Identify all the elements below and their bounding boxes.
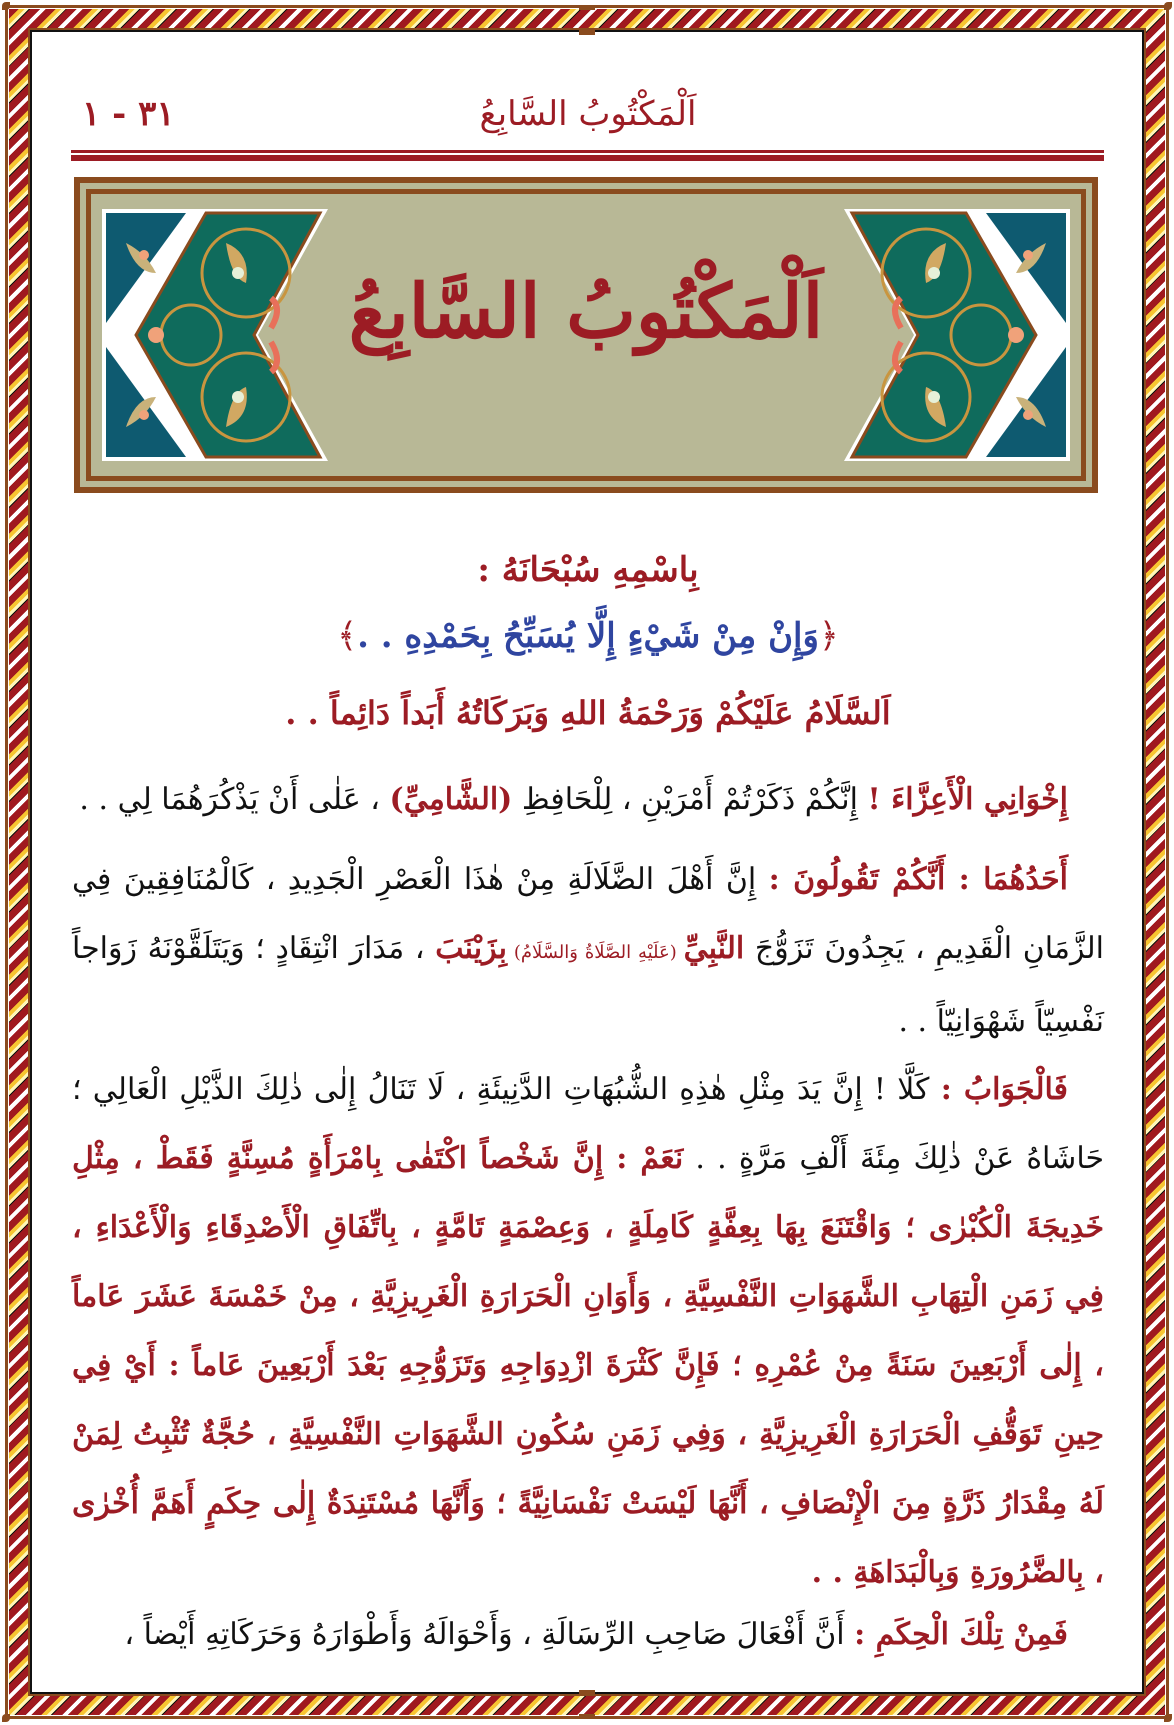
highlighted-name: (الشَّامِيِّ) xyxy=(389,782,513,817)
frame-corner-knob-icon xyxy=(2,2,10,10)
frame-mid-tick xyxy=(579,1690,595,1695)
paragraph-first-matter xyxy=(72,845,1104,1056)
paragraph-text: ، عَلٰى أَنْ يَذْكُرَهُمَا لِي . . xyxy=(79,782,390,817)
paragraph-lead: فَمِنْ تِلْكَ الْحِكَمِ : xyxy=(854,1617,1068,1652)
paragraph-intro xyxy=(72,765,1104,834)
highlighted-name: النَّبِيِّ xyxy=(683,931,745,966)
running-header xyxy=(72,90,1104,140)
paragraph-wisdoms xyxy=(72,1600,1104,1669)
frame-mid-tick xyxy=(579,30,595,35)
paragraph-text: أَنَّ أَفْعَالَ صَاحِبِ الرِّسَالَةِ ، وَأَحْوَالَهُ وَأَطْوَارَهُ وَحَرَكَاتِهِ أَيْضاً ، xyxy=(124,1617,855,1652)
paragraph-text: كَلَّا ! إِنَّ يَدَ مِثْلِ هٰذِهِ الشُّبُهَاتِ الدَّنِيئَةِ ، لَا تَنَالُ إِلٰى ذٰلِكَ الذَّيْلِ الْعَالِي ؛ حَاشَاهُ عَنْ ذٰلِكَ مِئَةَ أَلْفِ مَرَّةٍ . . xyxy=(72,1072,1105,1176)
frame-mid-tick xyxy=(579,5,595,10)
salutation: اَلسَّلَامُ عَلَيْكُمْ وَرَحْمَةُ اللهِ وَبَرَكَاتُهُ أَبَداً دَائِماً . . xyxy=(285,694,891,732)
paragraph-text: إِنَّكُمْ ذَكَرْتُمْ أَمْرَيْنِ ، لِلْحَافِظِ xyxy=(512,782,868,817)
header-rule-thick xyxy=(71,155,1104,161)
title-banner xyxy=(74,177,1098,493)
frame-mid-tick xyxy=(579,1714,595,1719)
paragraph-text: ، مَدَارَ انْتِقَادٍ ؛ وَيَتَلَقَّوْنَهُ زَوَاجاً نَفْسِيّاً شَهْوَانِيّاً . . xyxy=(72,931,1104,1039)
verse-ornament-icon: ﴾ xyxy=(337,616,358,656)
paragraph-lead: أَحَدُهُمَا : أَنَّكُمْ تَقُولُونَ : xyxy=(768,862,1068,897)
salawat-glyph-icon: (عَلَيْهِ الصَّلَاةُ وَالسَّلَامُ) xyxy=(506,942,684,963)
paragraph-lead: إِخْوَانِي الْأَعِزَّاءَ ! xyxy=(867,782,1068,817)
frame-corner-knob-icon xyxy=(1164,1714,1172,1722)
frame-corner-knob-icon xyxy=(2,1714,10,1722)
running-title: اَلْمَكْتُوبُ السَّابِعُ xyxy=(479,94,697,134)
frame-corner-knob-icon xyxy=(1164,2,1172,10)
paragraph-text: إِنَّ أَهْلَ الضَّلَالَةِ مِنْ هٰذَا الْعَصْرِ الْجَدِيدِ ، كَالْمُنَافِقِينَ فِي الزَّمَانِ الْقَدِيمِ ، يَجِدُونَ تَزَوُّجَ xyxy=(72,862,1104,966)
quran-verse xyxy=(72,608,1104,664)
page-number: ٣١ - ١ xyxy=(82,94,175,134)
emphasized-text: نَعَمْ : إِنَّ شَخْصاً اكْتَفٰى بِامْرَأَةٍ مُسِنَّةٍ فَقَطْ ، مِثْلِ خَدِيجَةَ الْكُبْرٰى ؛ وَاقْتَنَعَ بِهَا بِعِفَّةٍ كَامِلَةٍ ، وَعِصْمَةٍ تَامَّةٍ ، بِاتِّفَاقِ الْأَصْدِقَاءِ وَالْأَعْدَاءِ ، فِي زَمَنِ الْتِهَابِ الشَّهَوَاتِ النَّفْسِيَّةِ ، وَأَوَانِ الْحَرَارَةِ الْغَرِيزِيَّةِ ، مِنْ خَمْسَةَ عَشَرَ عَاماً ، إِلٰى أَرْبَعِينَ سَنَةً مِنْ عُمْرِهِ ؛ فَإِنَّ كَثْرَةَ ازْدِوَاجِهِ وَتَزَوُّجِهِ بَعْدَ أَرْبَعِينَ عَاماً : أَيْ فِي حِينِ تَوَقُّفِ الْحَرَارَةِ الْغَرِيزِيَّةِ ، وَفِي زَمَنِ سُكُونِ الشَّهَوَاتِ النَّفْسِيَّةِ ، حُجَّةٌ تُثْبِتُ لِمَنْ لَهُ مِقْدَارُ ذَرَّةٍ مِنَ الْإِنْصَافِ ، أَنَّهَا لَيْسَتْ نَفْسَانِيَّةً ؛ وَأَنَّهَا مُسْتَنِدَةٌ إِلٰى حِكَمٍ أَهَمَّ أُخْرٰى ، بِالضَّرُورَةِ وَبِالْبَدَاهَةِ . . xyxy=(72,1141,1104,1590)
verse-text: وَإِنْ مِنْ شَيْءٍ إِلَّا يُسَبِّحُ بِحَمْدِهِ . . xyxy=(357,616,819,656)
verse-ornament-icon: ﴿ xyxy=(818,616,839,656)
paragraph-answer xyxy=(72,1055,1104,1607)
basmala-heading: بِاسْمِهِ سُبْحَانَهُ : xyxy=(477,550,699,590)
letter-title: اَلْمَكْتُوبُ السَّابِعُ xyxy=(348,269,824,355)
paragraph-lead: فَالْجَوَابُ : xyxy=(940,1072,1068,1107)
header-rule-thin xyxy=(71,150,1104,153)
highlighted-name: بِزَيْنَبَ xyxy=(435,931,507,966)
